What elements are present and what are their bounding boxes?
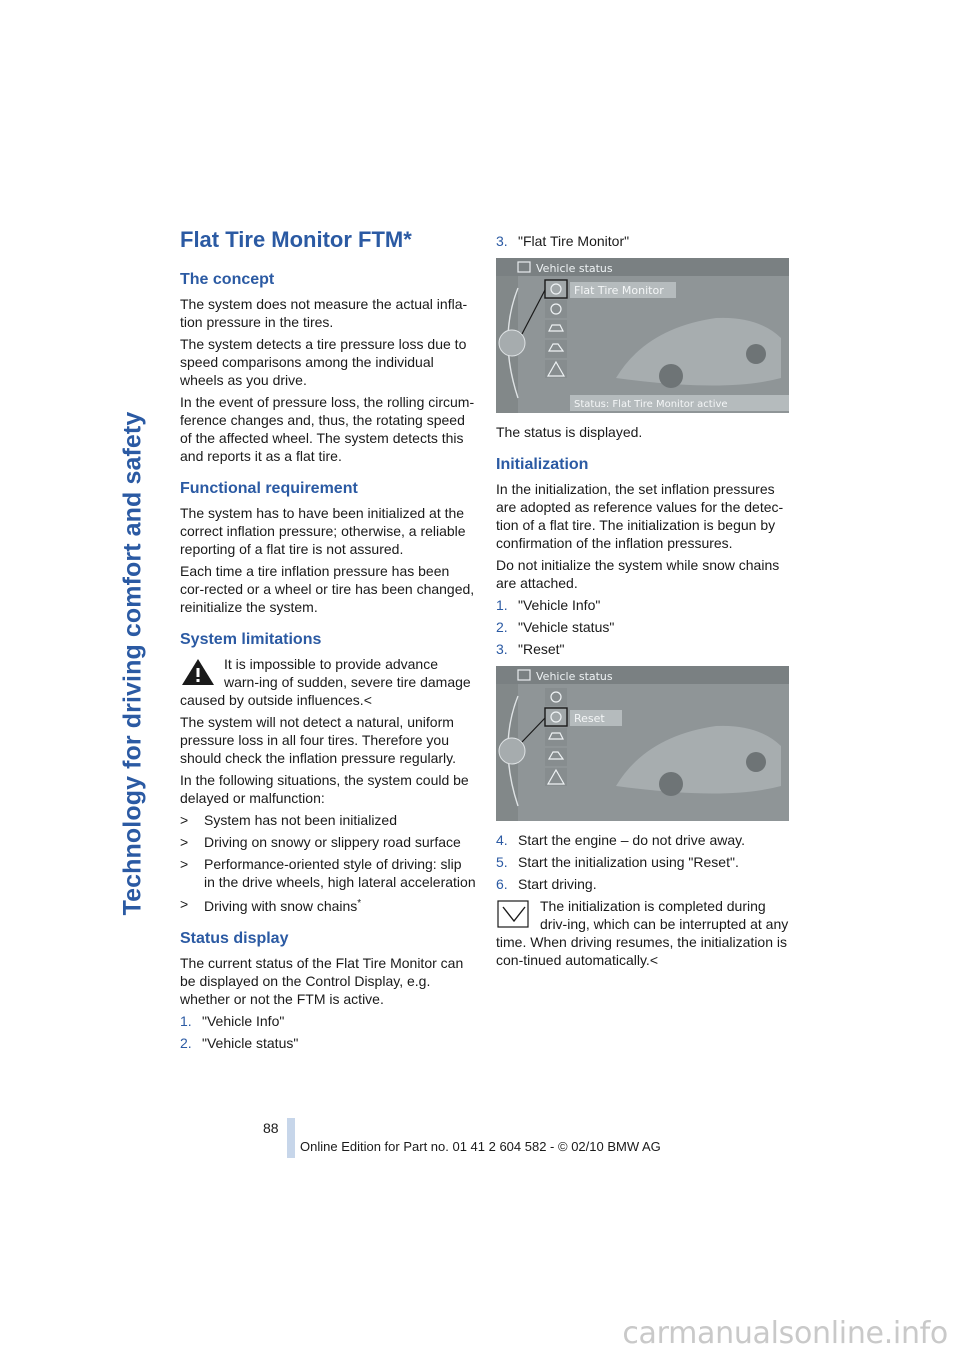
list-item xyxy=(496,596,792,614)
list-item xyxy=(496,875,792,893)
step-text: "Flat Tire Monitor" xyxy=(518,233,630,249)
step-number: 1. xyxy=(180,1013,192,1029)
tip-note xyxy=(496,897,792,969)
control-display-screenshot-reset xyxy=(496,666,789,821)
controller-knob-icon xyxy=(499,738,525,764)
chapter-side-title xyxy=(108,228,158,1098)
status-paragraph-1: The current status of the Flat Tire Monitor can be displayed on the Control Display, e.g. whether or not the FTM is active. xyxy=(180,955,464,1007)
bullet-marker: > xyxy=(180,812,189,828)
step-number: 4. xyxy=(496,832,508,848)
right-column xyxy=(496,232,792,973)
limitations-paragraph-1: The system will not detect a natural, uniform pressure loss in all four tires. Therefore you should check the inflation pressure regularly. xyxy=(180,714,457,766)
screen-graphic xyxy=(496,258,789,413)
optional-equipment-star: * xyxy=(357,898,362,909)
footer-accent-bar xyxy=(287,1118,295,1158)
list-item xyxy=(496,618,792,636)
section-title-concept: The concept xyxy=(180,271,275,288)
note-check-icon xyxy=(496,899,532,929)
list-item xyxy=(180,1012,476,1030)
bullet-text: Performance-oriented style of driving: slip in the drive wheels, high lateral acceleration xyxy=(204,856,476,890)
step-number: 2. xyxy=(496,619,508,635)
page-number: 88 xyxy=(263,1120,279,1136)
status-displayed-text: The status is displayed. xyxy=(496,424,643,440)
section-title-requirement: Functional requirement xyxy=(180,480,358,497)
requirement-paragraph-2: Each time a tire inflation pressure has been cor-rected or a wheel or tire has been changed, reinitialize the system. xyxy=(180,563,475,615)
screen-header: Vehicle status xyxy=(536,670,613,683)
requirement-paragraph-1: The system has to have been initialized at the correct inflation pressure; otherwise, a reliable reporting of a flat tire is not assured. xyxy=(180,505,466,557)
controller-knob-icon xyxy=(499,330,525,356)
step-number: 6. xyxy=(496,876,508,892)
tip-text: The initialization is completed during driv-ing, which can be interrupted at any time. When driving resumes, the initialization is con-tinued automatically. xyxy=(496,898,789,968)
step-text: "Vehicle Info" xyxy=(202,1013,285,1029)
step-number: 3. xyxy=(496,233,508,249)
footer-edition-text: Online Edition for Part no. 01 41 2 604 582 - © 02/10 BMW AG xyxy=(300,1139,661,1154)
list-item xyxy=(496,232,792,250)
list-item xyxy=(496,831,792,849)
list-item xyxy=(180,1034,476,1052)
tip-end-mark: < xyxy=(649,952,659,968)
list-item xyxy=(180,895,476,915)
screen-header: Vehicle status xyxy=(536,262,613,275)
screen-graphic xyxy=(496,666,789,821)
concept-paragraph-3: In the event of pressure loss, the rolling circum-ference changes and, thus, the rotating speed of the affected wheel. The system detects this and reports it as a flat tire. xyxy=(180,394,475,464)
step-text: Start driving. xyxy=(518,876,597,892)
step-number: 2. xyxy=(180,1035,192,1051)
section-title-limitations: System limitations xyxy=(180,631,322,648)
tire-icon-selected xyxy=(545,280,567,298)
warning-text: It is impossible to provide advance warn-ing of sudden, severe tire damage caused by outside influences. xyxy=(180,656,471,708)
site-watermark: carmanualsonline.info xyxy=(622,1316,948,1351)
bullet-text: Driving with snow chains xyxy=(204,898,358,914)
list-item xyxy=(496,640,792,658)
warning-note xyxy=(180,655,476,709)
chapter-title-text: Technology for driving comfort and safety xyxy=(118,411,147,915)
init-paragraph-1: In the initialization, the set inflation pressures are adopted as reference values for the detec-tion of a flat tire. The initialization is begun by confirmation of the inflation pressures. xyxy=(496,481,784,551)
bullet-marker: > xyxy=(180,856,189,872)
list-item xyxy=(180,811,476,829)
section-title-initialization: Initialization xyxy=(496,456,589,473)
concept-paragraph-1: The system does not measure the actual infla-tion pressure in the tires. xyxy=(180,296,468,330)
list-item xyxy=(180,833,476,851)
limitations-paragraph-2: In the following situations, the system could be delayed or malfunction: xyxy=(180,772,469,806)
step-text: Start the engine – do not drive away. xyxy=(518,832,745,848)
section-title-status: Status display xyxy=(180,930,289,947)
tire-pressure-icon-selected xyxy=(545,708,567,726)
step-number: 1. xyxy=(496,597,508,613)
init-paragraph-2: Do not initialize the system while snow chains are attached. xyxy=(496,557,780,591)
left-column xyxy=(180,226,476,1056)
concept-paragraph-2: The system detects a tire pressure loss due to speed comparisons among the individual wheels as you drive. xyxy=(180,336,467,388)
page-heading: Flat Tire Monitor FTM* xyxy=(180,227,412,252)
step-number: 5. xyxy=(496,854,508,870)
warning-triangle-icon xyxy=(180,657,216,687)
list-item xyxy=(496,853,792,871)
step-text: "Vehicle status" xyxy=(202,1035,299,1051)
step-number: 3. xyxy=(496,641,508,657)
step-text: "Vehicle Info" xyxy=(518,597,601,613)
step-text: "Vehicle status" xyxy=(518,619,615,635)
control-display-screenshot-ftm xyxy=(496,258,789,413)
bullet-text: Driving on snowy or slippery road surface xyxy=(204,834,461,850)
step-text: Start the initialization using "Reset". xyxy=(518,854,739,870)
bullet-marker: > xyxy=(180,834,189,850)
bullet-text: System has not been initialized xyxy=(204,812,397,828)
list-item xyxy=(180,855,476,891)
bullet-marker: > xyxy=(180,896,189,912)
warning-end-mark: < xyxy=(363,692,372,708)
screen-highlight: Reset xyxy=(574,712,605,725)
screen-status-line: Status: Flat Tire Monitor active xyxy=(574,399,728,410)
screen-highlight: Flat Tire Monitor xyxy=(574,284,664,297)
step-text: "Reset" xyxy=(518,641,565,657)
